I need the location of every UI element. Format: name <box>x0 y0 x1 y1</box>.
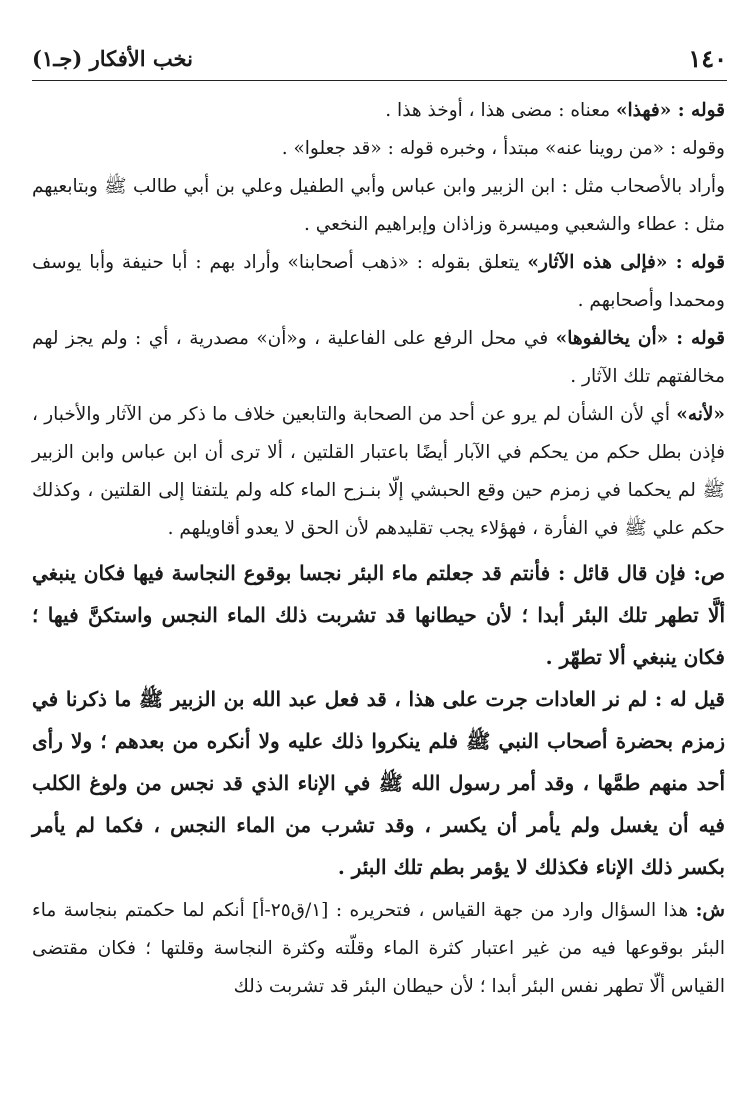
running-title: نخب الأفكار (جـ١) <box>32 46 193 71</box>
paragraph <box>32 92 725 130</box>
paragraph <box>32 130 725 168</box>
paragraph <box>32 320 725 396</box>
paragraph-lead: قوله : «أن يخالفوها» <box>555 328 725 349</box>
paragraph-text: في محل الرفع على الفاعلية ، و«أن» مصدرية ، أي : ولم يجز لهم مخالفتهم تلك الآثار . <box>32 328 725 387</box>
matn-lead: ص: <box>693 561 725 585</box>
matn-text: فإن قال قائل : فأنتم قد جعلتم ماء البئر نجسا بوقوع النجاسة فيها فكان ينبغي ألَّا تطهر تلك البئر أبدا ؛ لأن حيطانها قد تشربت ذلك الماء النجس واستكنَّ فيها ؛ فكان ينبغي ألا تطهّر . <box>32 561 725 669</box>
paragraph-text: أي لأن الشأن لم يرو عن أحد من الصحابة والتابعين خلاف ما ذكر من الآثار والأخبار ، فإذن بطل حكم من يحكم في الآبار أيضًا باعتبار القلتين ، ألا ترى أن ابن عباس وابن الزبير ﷺ لم يحكما في زمزم حين وقع الحبشي إلّا بنـزح الماء كله ولم يلتفتا إلى القلتين ، وكذلك حكم علي ﷺ في الفأرة ، فهؤلاء يجب تقليدهم لأن الحق لا يعدو أقاويلهم . <box>32 404 725 539</box>
matn-text: قيل له : لم نر العادات جرت على هذا ، قد فعل عبد الله بن الزبير ﷺ ما ذكرنا في زمزم بحضرة أصحاب النبي ﷺ فلم ينكروا ذلك عليه ولا أنكره من بعدهم ؛ ولا رأى أحد منهم طمَّها ، وقد أمر رسول الله ﷺ في الإناء الذي قد نجس من ولوغ الكلب فيه أن يغسل ولم يأمر أن يكسر ، وقد تشرب من الماء النجس ، فكما لم يأمر بكسر ذلك الإناء فكذلك لا يؤمر بطم تلك البئر . <box>32 687 725 879</box>
paragraph-lead: «لأنه» <box>676 404 725 425</box>
paragraph-text: وأراد بالأصحاب مثل : ابن الزبير وابن عباس وأبي الطفيل وعلي بن أبي طالب ﷺ وبتابعيهم مثل : عطاء والشعبي وميسرة وزاذان وإبراهيم النخعي . <box>32 176 725 235</box>
sharh-paragraph <box>32 892 725 1006</box>
sharh-lead: ش: <box>695 900 726 921</box>
matn-paragraph <box>32 678 725 888</box>
paragraph-lead: قوله : «فهذا» <box>615 100 725 121</box>
paragraph-lead: قوله : «فإلى هذه الآثار» <box>527 252 725 273</box>
page-header <box>32 40 727 81</box>
paragraph-text: يتعلق بقوله : «ذهب أصحابنا» وأراد بهم : أبا حنيفة وأبا يوسف ومحمدا وأصحابهم . <box>32 252 725 311</box>
paragraph <box>32 244 725 320</box>
matn-paragraph <box>32 552 725 678</box>
sharh-text: هذا السؤال وارد من جهة القياس ، فتحريره : [١/ق٢٥-أ] أنكم لما حكمتم بنجاسة ماء البئر بوقوعها فيه من غير اعتبار كثرة الماء وقلّته وكثرة النجاسة وقلتها ؛ فكان مقتضى القياس ألّا تطهر نفس البئر أبدا ؛ لأن حيطان البئر قد تشربت ذلك <box>32 900 725 997</box>
paragraph-text: وقوله : «من روينا عنه» مبتدأ ، وخبره قوله : «قد جعلوا» . <box>281 138 725 159</box>
commentary-text <box>32 92 725 1006</box>
page-number: ١٤٠ <box>688 44 727 73</box>
paragraph <box>32 168 725 244</box>
paragraph <box>32 396 725 548</box>
paragraph-text: معناه : مضى هذا ، أوخذ هذا . <box>385 100 616 121</box>
